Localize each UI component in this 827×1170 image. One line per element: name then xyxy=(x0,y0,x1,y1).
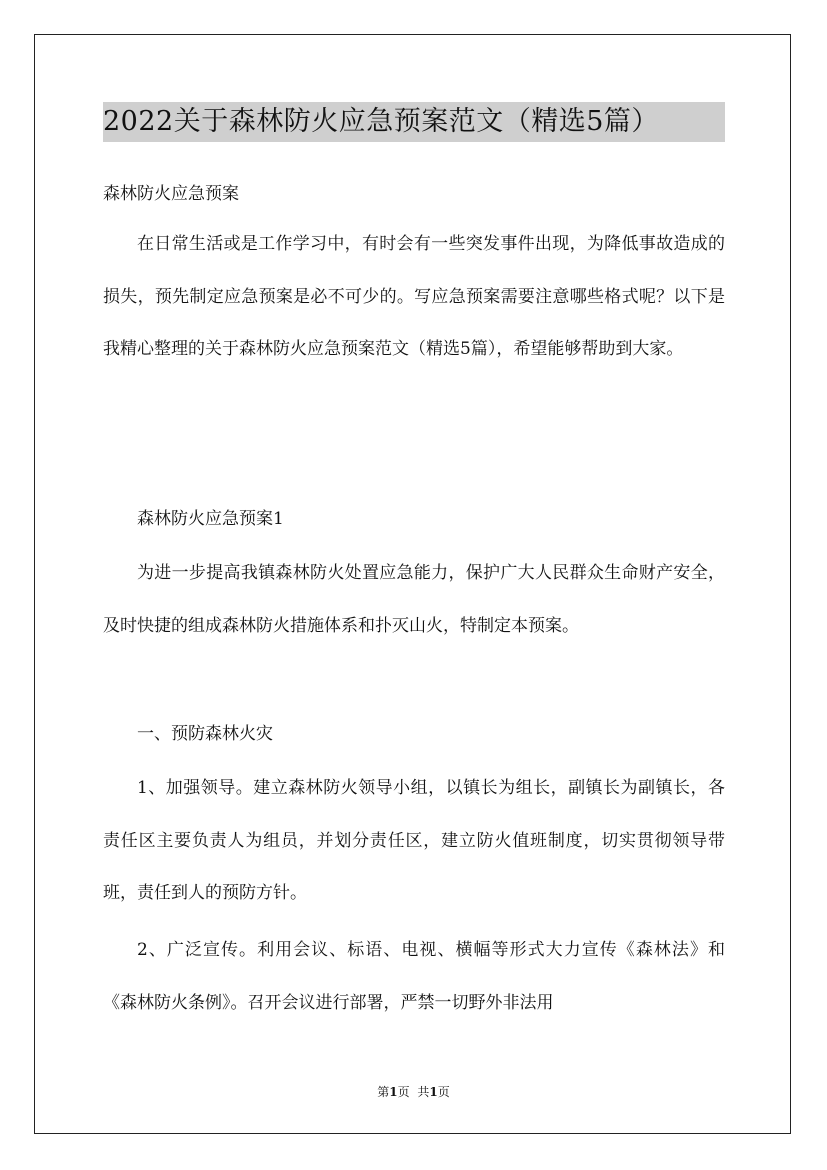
document-subtitle: 森林防火应急预案 xyxy=(103,184,239,204)
page-label-prefix: 第 xyxy=(377,1085,390,1099)
total-label-suffix: 页 xyxy=(437,1085,450,1099)
part-heading-prevention: 一、预防森林火灾 xyxy=(137,724,273,744)
section-heading-1: 森林防火应急预案1 xyxy=(137,509,284,529)
section1-paragraph: 为进一步提高我镇森林防火处置应急能力，保护广大人民群众生命财产安全，及时快捷的组成森林防火措施体系和扑灭山火，特制定本预案。 xyxy=(103,563,725,636)
total-label-prefix: 共 xyxy=(417,1085,430,1099)
page-label-suffix: 页 xyxy=(397,1085,410,1099)
total-pages: 1 xyxy=(429,1085,438,1099)
page-number: 1 xyxy=(389,1085,398,1099)
list-item-2: 2、广泛宣传。利用会议、标语、电视、横幅等形式大力宣传《森林法》和《森林防火条例》。召开会议进行部署，严禁一切野外非法用 xyxy=(103,940,725,1013)
page-footer xyxy=(0,1083,827,1101)
document-title: 2022关于森林防火应急预案范文（精选5篇） xyxy=(103,102,725,142)
intro-paragraph: 在日常生活或是工作学习中，有时会有一些突发事件出现，为降低事故造成的损失，预先制定应急预案是必不可少的。写应急预案需要注意哪些格式呢？以下是我精心整理的关于森林防火应急预案范文（精选5篇），希望能够帮助到大家。 xyxy=(103,234,725,359)
list-item-1: 1、加强领导。建立森林防火领导小组，以镇长为组长，副镇长为副镇长，各责任区主要负责人为组员，并划分责任区，建立防火值班制度，切实贯彻领导带班，责任到人的预防方针。 xyxy=(103,778,725,903)
